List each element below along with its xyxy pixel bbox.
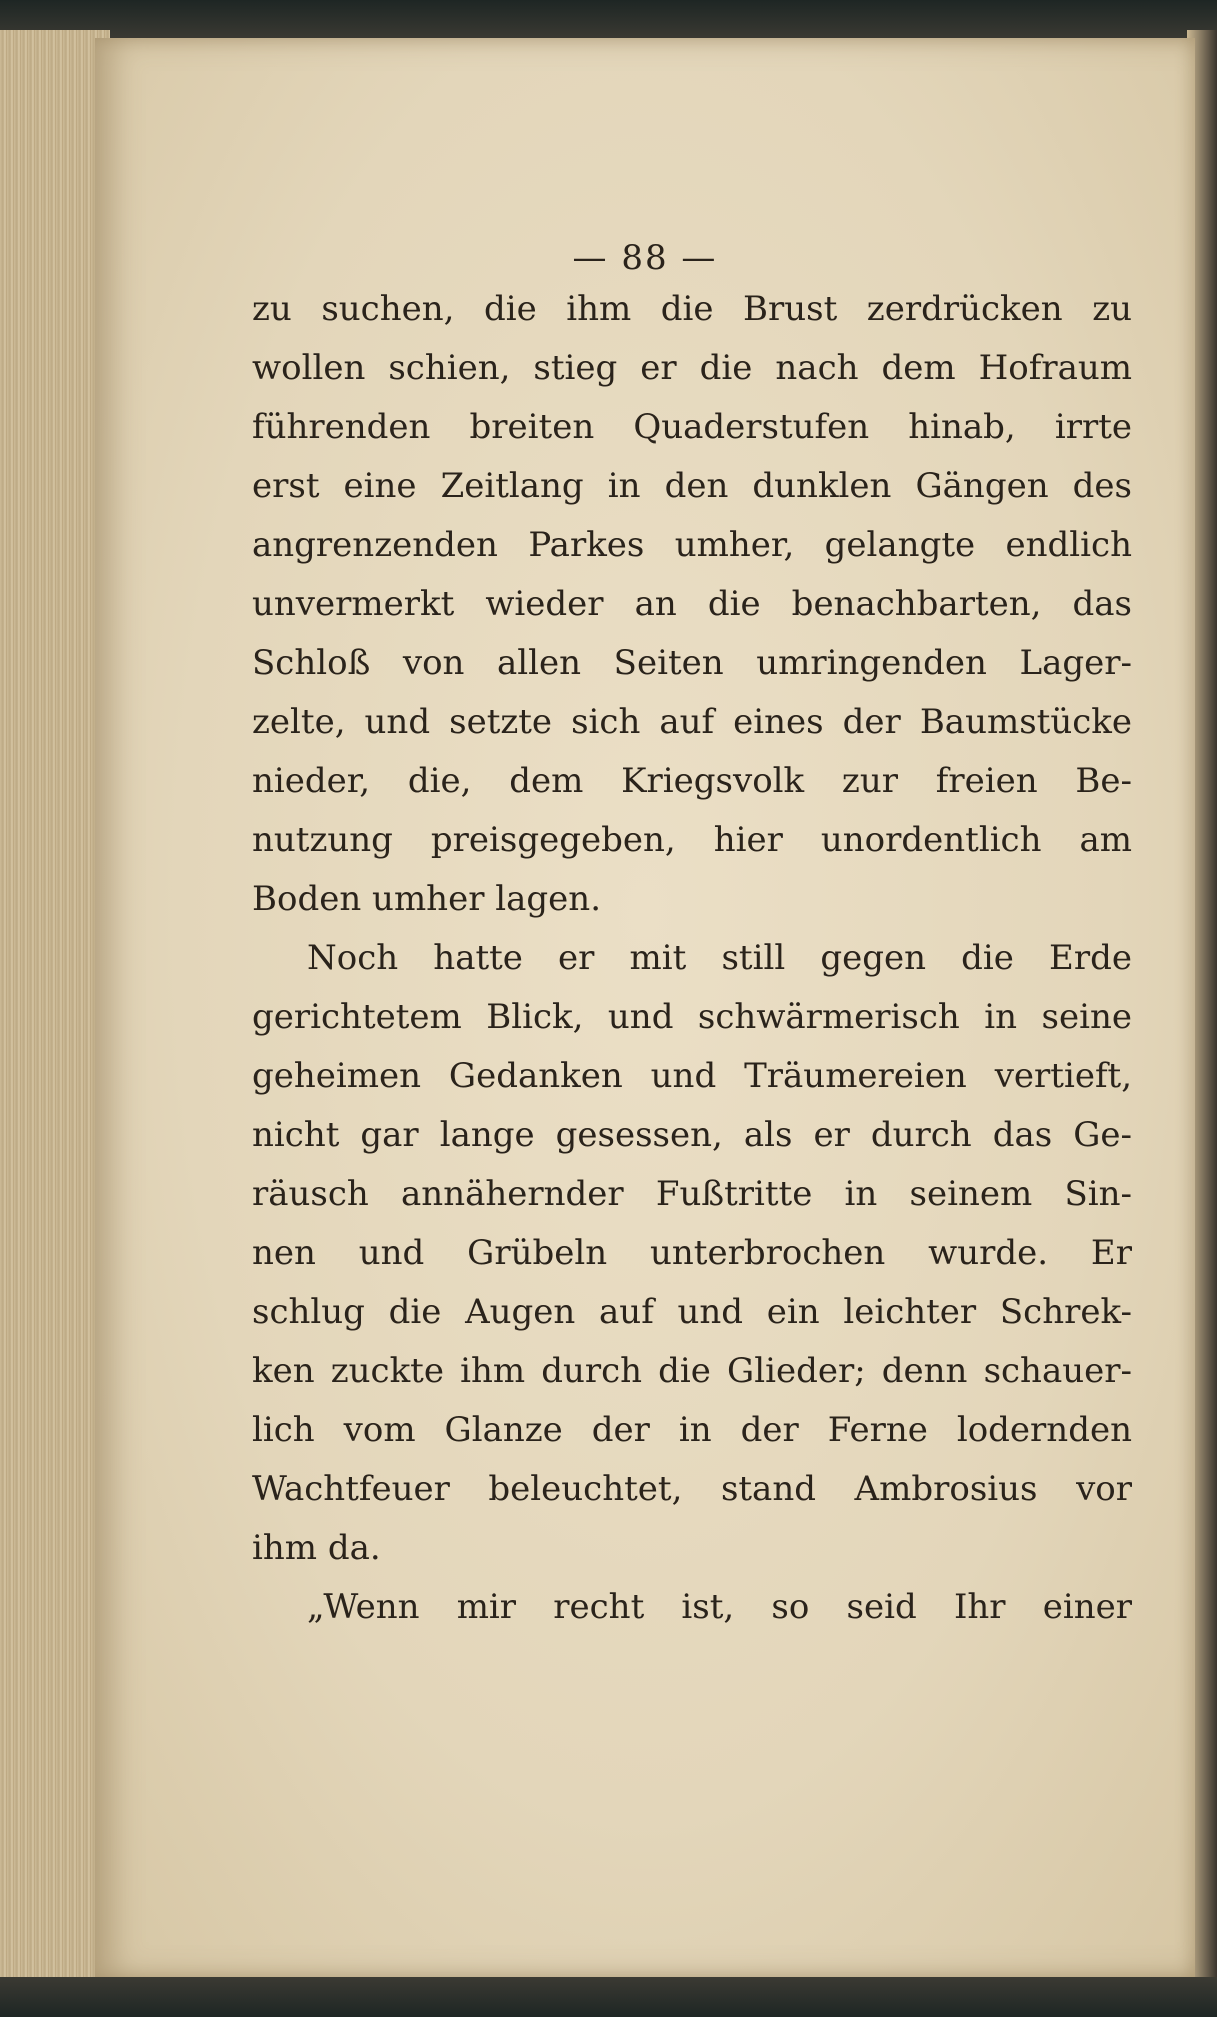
text-line: wollen schien, stieg er die nach dem Hofraum [252, 348, 1132, 388]
body-text [252, 280, 1132, 1637]
text-line: führenden breiten Quaderstufen hinab, irrte [252, 407, 1132, 447]
text-line: Noch hatte er mit still gegen die Erde [307, 938, 1132, 978]
text-line: unvermerkt wieder an die benachbarten, das [252, 584, 1132, 624]
text-line: gerichtetem Blick, und schwärmerisch in seine [252, 997, 1132, 1037]
text-line: ihm da. [252, 1528, 381, 1568]
text-line: geheimen Gedanken und Träumereien vertieft, [252, 1056, 1132, 1096]
text-line: nicht gar lange gesessen, als er durch das Ge- [252, 1115, 1132, 1155]
text-line: nieder, die, dem Kriegsvolk zur freien Be- [252, 761, 1132, 801]
text-line: lich vom Glanze der in der Ferne lodernden [252, 1410, 1132, 1450]
text-line: nutzung preisgegeben, hier unordentlich am [252, 820, 1132, 860]
book-top-edge [0, 0, 1217, 40]
text-line: ken zuckte ihm durch die Glieder; denn schauer- [252, 1351, 1132, 1391]
text-line: Schloß von allen Seiten umringenden Lager- [252, 643, 1132, 683]
text-line: erst eine Zeitlang in den dunklen Gängen des [252, 466, 1132, 506]
book-page-edges [0, 30, 110, 1990]
text-line: zelte, und setzte sich auf eines der Baumstücke [252, 702, 1132, 742]
text-line: Wachtfeuer beleuchtet, stand Ambrosius vor [252, 1469, 1132, 1509]
page-number: — 88 — [572, 238, 718, 278]
text-line: Boden umher lagen. [252, 879, 601, 919]
book-bottom-edge [0, 1977, 1217, 2017]
text-line: schlug die Augen auf und ein leichter Schrek- [252, 1292, 1132, 1332]
text-line: zu suchen, die ihm die Brust zerdrücken zu [252, 289, 1132, 329]
text-line: angrenzenden Parkes umher, gelangte endlich [252, 525, 1132, 565]
text-line: nen und Grübeln unterbrochen wurde. Er [252, 1233, 1132, 1273]
text-line: „Wenn mir recht ist, so seid Ihr einer [307, 1587, 1132, 1627]
text-line: räusch annähernder Fußtritte in seinem Sin- [252, 1174, 1132, 1214]
